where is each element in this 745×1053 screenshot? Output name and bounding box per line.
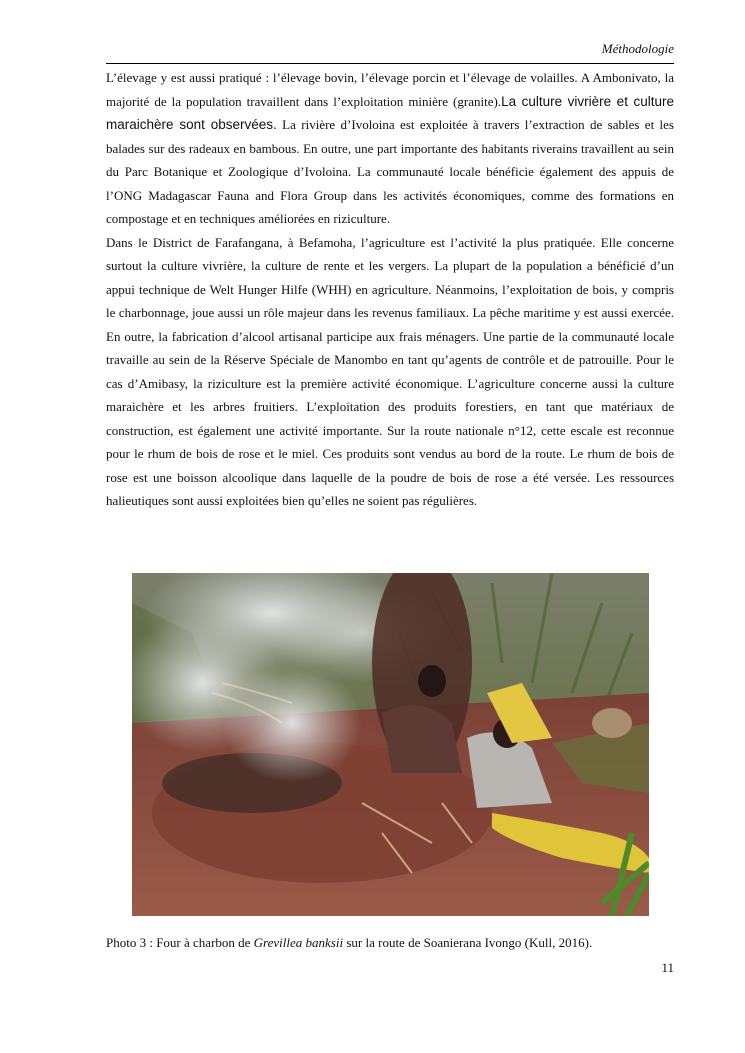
paragraph-1-end: La rivière d’Ivoloina est exploitée à travers l’extraction de sables et les balades sur des radeaux en bambous. En outre, une part importante des habitants riverains travaillent au sein du Parc Botanique et Zoologique d’Ivoloina. La communauté locale bénéficie également des appuis de l’ONG Madagascar Fauna and Flora Group dans les activités économiques, comme des formations en compostage et en techniques améliorées en riziculture.: [106, 117, 674, 226]
caption-prefix: Photo 3 : Four à charbon de: [106, 935, 254, 950]
photo-caption: [106, 935, 674, 951]
caption-species: Grevillea banksii: [253, 935, 344, 950]
running-header: Méthodologie: [601, 41, 674, 56]
caption-suffix: sur la route de Soanierana Ivongo (Kull, 2016).: [343, 935, 593, 950]
charcoal-kiln-photo: [132, 573, 649, 916]
paragraph-1: [106, 66, 674, 231]
paragraph-2: Dans le District de Farafangana, à Befamoha, l’agriculture est l’activité la plus pratiquée. Elle concerne surtout la culture vivrière, la culture de rente et les vergers. La plupart de la population a bénéficié d’un appui technique de Welt Hunger Hilfe (WHH) en agriculture. Néanmoins, l’exploitation de bois, y compris le charbonnage, joue aussi un rôle majeur dans les revenus familiaux. La pêche maritime y est aussi exercée. En outre, la fabrication d’alcool artisanal participe aux frais ménagers. Une partie de la communauté locale travaille au sein de la Réserve Spéciale de Manombo en tant qu’agents de contrôle et de patrouille. Pour le cas d’Amibasy, la riziculture est la première activité économique. L’agriculture concerne aussi la culture maraichère et les arbres fruitiers. L’exploitation des produits forestiers, en tant que matériaux de construction, est également une activité importante. Sur la route nationale n°12, cette escale est reconnue pour le rhum de bois de rose et le miel. Ces produits sont vendus au bord de la route. Le rhum de bois de rose est une boisson alcoolique dans laquelle de la poudre de bois de rose a été versée. Les ressources halieutiques sont aussi exploitées bien qu’elles ne soient pas régulières.: [106, 234, 674, 508]
header-rule: [106, 63, 674, 64]
paragraph-1-sans-run: La culture vivrière et culture maraichère sont observées.: [106, 93, 674, 132]
body-text: [106, 66, 674, 513]
page-number: 11: [661, 960, 674, 975]
paragraph-1-start: L’élevage y est aussi pratiqué : l’élevage bovin, l’élevage porcin et l’élevage de volailles. A Ambonivato, la majorité de la population travaillent dans l’exploitation minière (granite).: [106, 70, 674, 109]
